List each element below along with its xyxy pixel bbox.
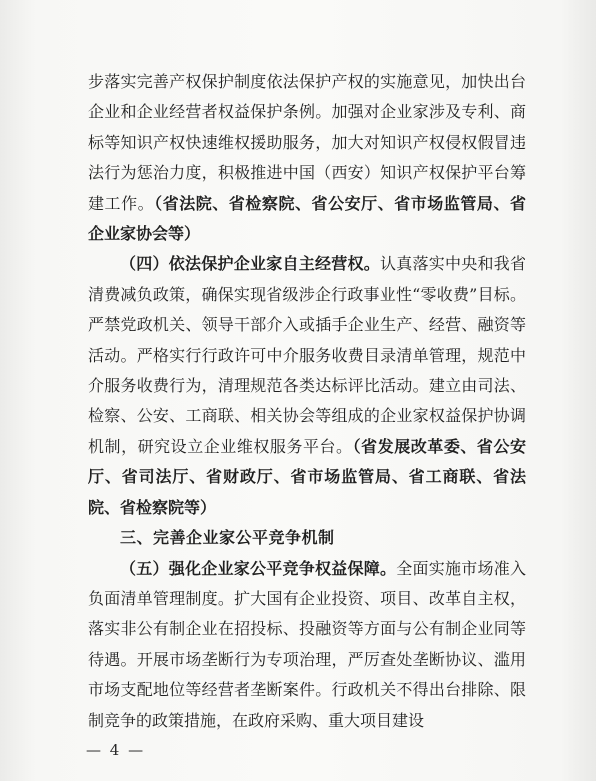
document-body (88, 67, 526, 736)
item-4-heading: （四）依法保护企业家自主经营权。 (120, 254, 380, 274)
paragraph-item-4 (88, 249, 526, 523)
responsible-agencies: （省法院、省检察院、省公安厅、省市场监管局、省企业家协会等） (88, 193, 526, 244)
item-4-text: 认真落实中央和我省清费减负政策，确保实现省级涉企行政事业性“零收费”目标。严禁党政机关、领导干部介入或插手企业生产、经营、融资等活动。严格实行行政许可中介服务收费目录清单管理，规范中介服务收费行为，清理规范各类达标评比活动。建立由司法、检察、公安、工商联、相关协会等组成的企业家权益保护协调机制，研究设立企业维权服务平台。 (88, 254, 526, 456)
section-3-heading: 三、完善企业家公平竞争机制 (120, 528, 335, 548)
paragraph-text: 步落实完善产权保护制度依法保护产权的实施意见，加快出台企业和企业经营者权益保护条例。加强对企业家涉及专利、商标等知识产权快速维权援助服务，加大对知识产权侵权假冒违法行为惩治力度，积极推进中国（西安）知识产权保护平台筹建工作。 (88, 72, 526, 213)
item-5-heading: （五）强化企业家公平竞争权益保障。 (120, 558, 397, 578)
paragraph-property-rights (88, 67, 526, 249)
page-number: — 4 — (86, 741, 146, 759)
item-4-agencies: （省发展改革委、省公安厅、省司法厅、省财政厅、省市场监管局、省工商联、省法院、省检察院等） (88, 436, 526, 517)
item-5-text: 全面实施市场准入负面清单管理制度。扩大国有企业投资、项目、改革自主权，落实非公有制企业在招投标、投融资等方面与公有制企业同等待遇。开展市场垄断行为专项治理，严厉查处垄断协议、滥用市场支配地位等经营者垄断案件。行政机关不得出台排除、限制竞争的政策措施，在政府采购、重大项目建设 (88, 558, 526, 730)
paragraph-item-5 (88, 554, 526, 736)
